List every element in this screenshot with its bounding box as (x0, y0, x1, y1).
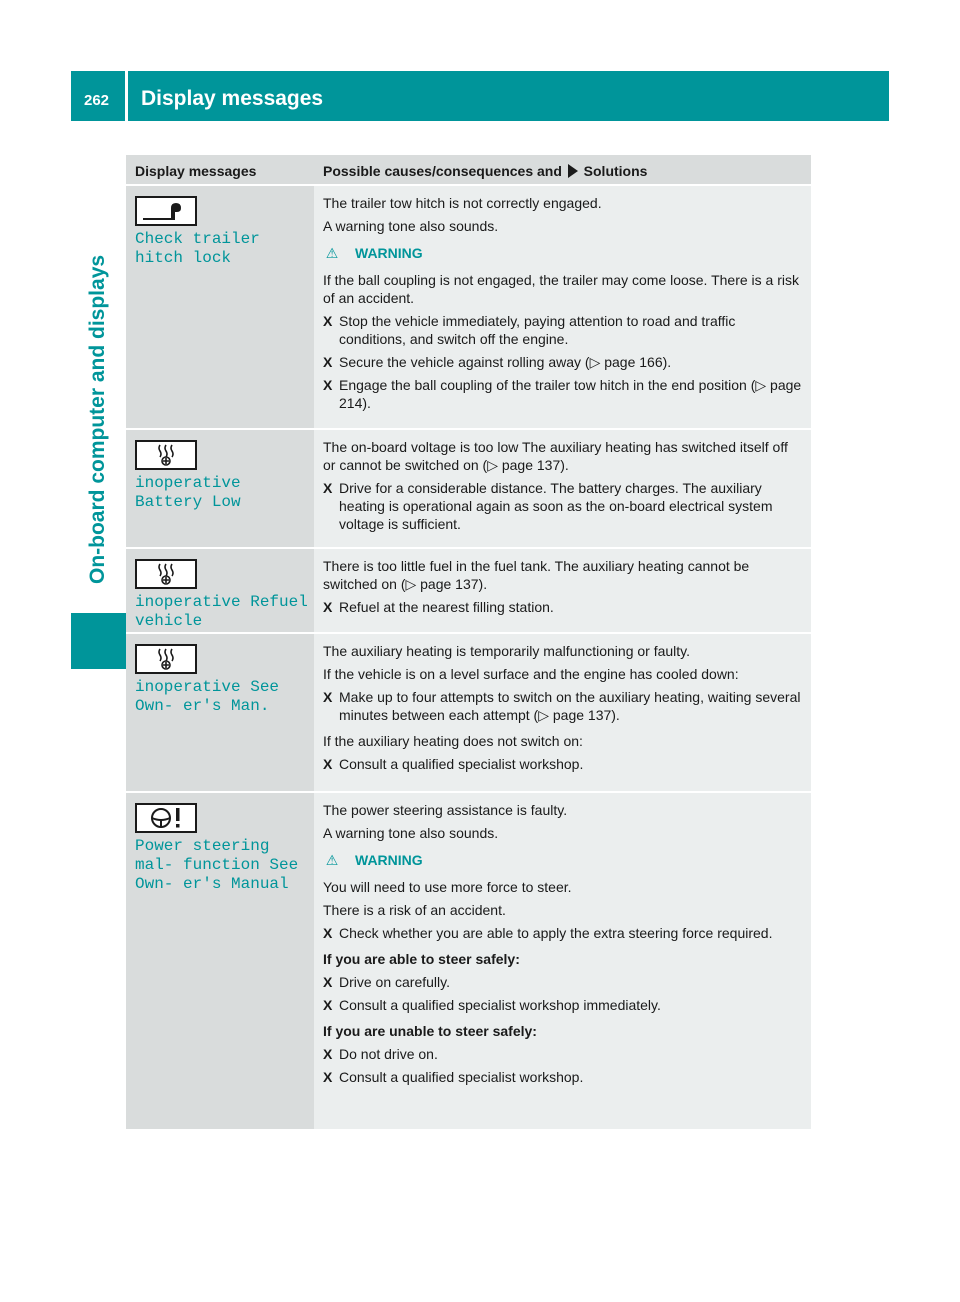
solution-step (323, 973, 804, 991)
bullet-icon: X (323, 354, 333, 370)
solution-step (323, 688, 804, 724)
cause-text: If the auxiliary heating does not switch on: (323, 733, 583, 749)
cause-text: A warning tone also sounds. (323, 218, 499, 234)
col-header-solutions-text: Solutions (583, 163, 648, 179)
table-row (126, 186, 811, 430)
display-message-text: Power steering mal‐ function See Own‐ er's Manual (135, 837, 299, 893)
side-color-block (71, 613, 127, 669)
warning-label (323, 244, 804, 262)
subheading: If you are able to steer safely: (323, 951, 520, 967)
bullet-icon: X (323, 756, 333, 772)
bullet-icon: X (323, 925, 333, 941)
solution-step (323, 1068, 804, 1086)
cause-text: The auxiliary heating is temporarily malfunctioning or faulty. (323, 643, 691, 659)
triangle-icon (568, 164, 578, 178)
power-steering-warning-icon (135, 803, 197, 833)
cause-text: The on-board voltage is too low The auxiliary heating has switched itself off or cannot be switched on (▷ page 137). (323, 439, 788, 473)
bullet-icon: X (323, 997, 333, 1013)
message-cell (126, 430, 314, 547)
solution-step-text: Engage the ball coupling of the trailer tow hitch in the end position (▷ page 214). (339, 377, 802, 411)
warning-text: WARNING (355, 852, 423, 868)
bullet-icon: X (323, 377, 333, 393)
cause-text: A warning tone also sounds. (323, 825, 499, 841)
table-row (126, 793, 811, 1131)
solution-step-text: Drive on carefully. (339, 974, 451, 990)
message-cell (126, 186, 314, 428)
display-message-text: inoperative Battery Low (135, 474, 241, 511)
bullet-icon: X (323, 313, 333, 329)
table-row (126, 634, 811, 793)
auxiliary-heating-icon (135, 559, 197, 589)
page-number: 262 (84, 92, 110, 109)
message-cell (126, 793, 314, 1129)
header-divider (125, 71, 128, 121)
bullet-icon: X (323, 599, 333, 615)
message-cell (126, 634, 314, 791)
solution-step (323, 312, 804, 348)
solution-step-text: Secure the vehicle against rolling away (▷ page 166). (339, 354, 672, 370)
solution-step-text: Make up to four attempts to switch on the auxiliary heating, waiting several minutes between each attempt (▷ page 137). (339, 689, 801, 723)
trailer-hitch-icon (135, 196, 197, 226)
bullet-icon: X (323, 974, 333, 990)
solution-step-text: Drive for a considerable distance. The battery charges. The auxiliary heating is operational again as soon as the on-board electrical system voltage is sufficient. (339, 480, 773, 532)
solution-step (323, 376, 804, 412)
solution-step-text: Do not drive on. (339, 1046, 438, 1062)
message-cell (126, 549, 314, 632)
table-row (126, 549, 811, 634)
solution-cell (314, 634, 811, 791)
solution-step-text: Refuel at the nearest filling station. (339, 599, 554, 615)
solution-step-text: Consult a qualified specialist workshop. (339, 756, 584, 772)
solution-step-text: Consult a qualified specialist workshop immediately. (339, 997, 661, 1013)
bullet-icon: X (323, 480, 333, 496)
warning-text: WARNING (355, 245, 423, 261)
cause-text: The trailer tow hitch is not correctly engaged. (323, 195, 602, 211)
solution-step (323, 996, 804, 1014)
solution-step-text: Consult a qualified specialist workshop. (339, 1069, 584, 1085)
side-section-label: On-board computer and displays (86, 254, 109, 584)
subheading: If you are unable to steer safely: (323, 1023, 537, 1039)
solution-step (323, 924, 804, 942)
display-message-text: inoperative See Own‐ er's Man. (135, 678, 280, 715)
cause-text: If the vehicle is on a level surface and the engine has cooled down: (323, 666, 739, 682)
warning-body: There is a risk of an accident. (323, 902, 506, 918)
warning-body: If the ball coupling is not engaged, the trailer may come loose. There is a risk of an accident. (323, 272, 799, 306)
table-row (126, 430, 811, 549)
solution-step-text: Check whether you are able to apply the extra steering force required. (339, 925, 773, 941)
auxiliary-heating-icon (135, 644, 197, 674)
bullet-icon: X (323, 1046, 333, 1062)
col-header-causes (314, 155, 811, 184)
auxiliary-heating-icon (135, 440, 197, 470)
warning-body: You will need to use more force to steer. (323, 879, 572, 895)
col-header-display-messages: Display messages (135, 163, 257, 179)
solution-step (323, 353, 804, 371)
table-header (126, 155, 811, 186)
page-title: Display messages (141, 87, 324, 110)
solution-cell (314, 549, 811, 632)
solution-step (323, 598, 804, 616)
warning-label (323, 851, 804, 869)
warning-icon: ⚠ (325, 852, 339, 868)
bullet-icon: X (323, 1069, 333, 1085)
solution-step-text: Stop the vehicle immediately, paying attention to road and traffic conditions, and switch off the engine. (339, 313, 736, 347)
solution-cell (314, 793, 811, 1129)
display-message-text: inoperative Refuel vehicle (135, 593, 308, 630)
cause-text: There is too little fuel in the fuel tank. The auxiliary heating cannot be switched on (▷ page 137). (323, 558, 750, 592)
display-messages-table (126, 155, 811, 1131)
solution-step (323, 755, 804, 773)
warning-icon: ⚠ (325, 245, 339, 261)
solution-step (323, 479, 804, 533)
cause-text: The power steering assistance is faulty. (323, 802, 568, 818)
solution-cell (314, 186, 811, 428)
solution-cell (314, 430, 811, 547)
display-message-text: Check trailer hitch lock (135, 230, 260, 267)
bullet-icon: X (323, 689, 333, 705)
col-header-causes-text: Possible causes/consequences and (323, 163, 562, 179)
solution-step (323, 1045, 804, 1063)
